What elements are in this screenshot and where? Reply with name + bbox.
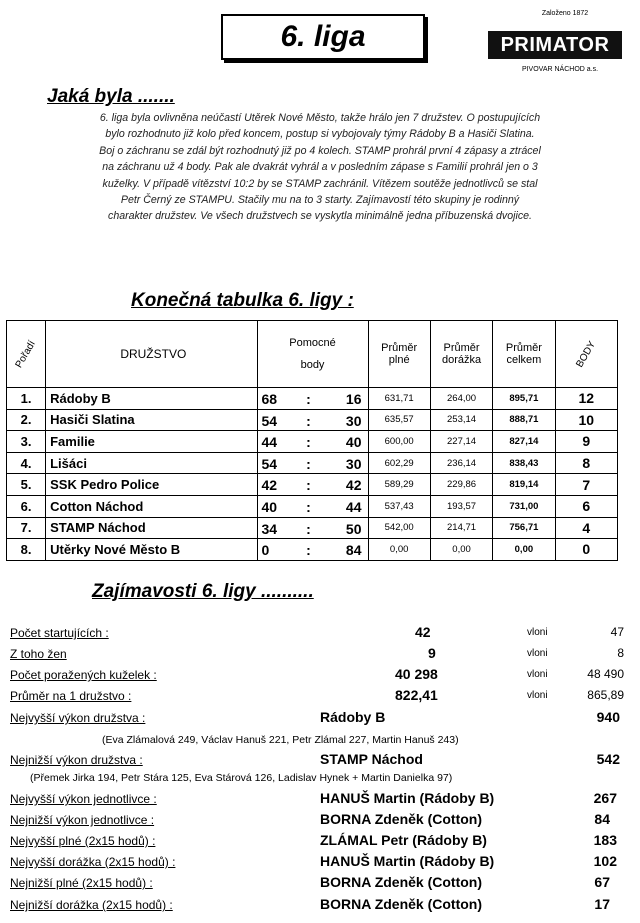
header-avg-clear: Průměr dorážka: [430, 321, 492, 388]
table-row: [7, 495, 618, 517]
intro-line: Boj o záchranu se zdál být rozhodnutý již po 4 kolech. STAMP prohrál první 4 zápasy a ztrácel: [99, 144, 541, 157]
helper-points-against: 84: [345, 542, 362, 559]
table-row: [7, 517, 618, 539]
team-cell: Lišáci: [46, 452, 257, 474]
helper-points-against: 30: [345, 455, 362, 472]
intro-line: kuželky. V případě vítězství 10:2 by se STAMP zachránil. Vítězem soutěže jednotlivců se stal: [102, 177, 538, 190]
helper-points-for: 34: [261, 520, 278, 537]
team-cell: SSK Pedro Police: [46, 474, 257, 496]
stat-women: Z toho žen 9 vloni 8: [10, 645, 624, 661]
page-title: 6. liga: [221, 14, 425, 60]
rank-cell: 4.: [7, 452, 46, 474]
table-row: [7, 388, 618, 410]
points-cell: 6: [555, 495, 617, 517]
helper-points-for: 42: [261, 477, 278, 494]
avg-total-cell: 731,00: [493, 495, 555, 517]
avg-full-cell: 600,00: [368, 431, 430, 453]
helper-points-cell: [257, 452, 368, 474]
helper-points-cell: [257, 539, 368, 561]
intro-line: 6. liga byla ovlivněna neúčastí Utěrek Nové Město, takže hrálo jen 7 družstev. O postupujících: [99, 112, 541, 124]
avg-clear-cell: 229,86: [430, 474, 492, 496]
team-cell: Hasiči Slatina: [46, 409, 257, 431]
points-cell: 4: [555, 517, 617, 539]
avg-clear-cell: 214,71: [430, 517, 492, 539]
header-team: DRUŽSTVO: [46, 321, 257, 388]
points-cell: 7: [555, 474, 617, 496]
helper-points-separator: :: [306, 412, 311, 429]
team-cell: Familie: [46, 431, 257, 453]
avg-clear-cell: 0,00: [430, 539, 492, 561]
points-cell: 0: [555, 539, 617, 561]
team-cell: Cotton Náchod: [46, 495, 257, 517]
avg-total-cell: 0,00: [493, 539, 555, 561]
points-cell: 10: [555, 409, 617, 431]
helper-points-separator: :: [306, 455, 311, 472]
intro-line: charakter družstev. Ve všech družstvech se vyskytla minimálně jedna příbuzenská dvojice.: [108, 210, 532, 223]
table-row: [7, 539, 618, 561]
helper-points-cell: [257, 388, 368, 410]
avg-full-cell: 589,29: [368, 474, 430, 496]
helper-points-cell: [257, 431, 368, 453]
header-avg-total: Průměr celkem: [493, 321, 555, 388]
points-cell: 12: [555, 388, 617, 410]
helper-points-against: 44: [345, 498, 362, 515]
avg-full-cell: 602,29: [368, 452, 430, 474]
intro-line: bylo rozhodnuto již kolo před koncem, postup si vybojovaly týmy Rádoby B a Hasiči Slatina.: [105, 128, 535, 141]
avg-clear-cell: 264,00: [430, 388, 492, 410]
logo-subtitle: PIVOVAR NÁCHOD a.s.: [521, 66, 599, 73]
avg-total-cell: 895,71: [493, 388, 555, 410]
table-row: [7, 409, 618, 431]
intro-line: na záchranu už 4 body. Pak ale dvakrát vyhrál a v posledním zápase s Familií prohrál jen o 3: [102, 161, 538, 174]
rank-cell: 5.: [7, 474, 46, 496]
avg-total-cell: 756,71: [493, 517, 555, 539]
helper-points-against: 16: [345, 391, 362, 407]
stat-team-average: Průměr na 1 družstvo : 822,41 vloni 865,89: [10, 687, 624, 703]
helper-points-against: 42: [345, 477, 362, 494]
avg-full-cell: 631,71: [368, 388, 430, 410]
rank-cell: 1.: [7, 388, 46, 410]
helper-points-cell: [257, 517, 368, 539]
helper-points-for: 54: [261, 412, 278, 429]
header-helper-points: Pomocné body: [257, 321, 368, 388]
helper-points-for: 68: [261, 391, 278, 407]
intro-heading: Jaká byla .......: [47, 86, 175, 107]
avg-full-cell: 537,43: [368, 495, 430, 517]
team-cell: Rádoby B: [46, 388, 257, 410]
stat-worst-full: Nejnižší plné (2x15 hodů) : BORNA Zdeněk (Cotton) 67: [10, 874, 610, 890]
avg-total-cell: 838,43: [493, 452, 555, 474]
rank-cell: 7.: [7, 517, 46, 539]
stats-heading: Zajímavosti 6. ligy ..........: [92, 581, 314, 602]
primator-logo: PRIMATOR: [488, 31, 622, 59]
header-avg-full: Průměr plné: [368, 321, 430, 388]
helper-points-separator: :: [306, 477, 311, 494]
avg-full-cell: 542,00: [368, 517, 430, 539]
stat-best-team: Nejvyšší výkon družstva : Rádoby B 940: [10, 709, 620, 725]
team-cell: STAMP Náchod: [46, 517, 257, 539]
rank-cell: 6.: [7, 495, 46, 517]
table-heading: Konečná tabulka 6. ligy :: [131, 290, 354, 311]
helper-points-separator: :: [306, 542, 311, 559]
header-points: BODY: [555, 321, 617, 388]
helper-points-separator: :: [306, 498, 311, 515]
helper-points-separator: :: [306, 434, 311, 451]
table-row: [7, 474, 618, 496]
helper-points-for: 54: [261, 455, 278, 472]
avg-clear-cell: 227,14: [430, 431, 492, 453]
best-team-members: (Eva Zlámalová 249, Václav Hanuš 221, Petr Zlámal 227, Martin Hanuš 243): [102, 734, 459, 746]
helper-points-against: 50: [345, 520, 362, 537]
avg-total-cell: 819,14: [493, 474, 555, 496]
helper-points-separator: :: [306, 520, 311, 537]
avg-clear-cell: 253,14: [430, 409, 492, 431]
helper-points-for: 0: [261, 542, 270, 559]
team-cell: Utěrky Nové Město B: [46, 539, 257, 561]
stat-worst-individual: Nejnižší výkon jednotlivce : BORNA Zdeněk (Cotton) 84: [10, 811, 610, 827]
table-row: [7, 452, 618, 474]
points-cell: 8: [555, 452, 617, 474]
helper-points-for: 44: [261, 434, 278, 451]
rank-cell: 8.: [7, 539, 46, 561]
worst-team-members: (Přemek Jirka 194, Petr Stára 125, Eva Stárová 126, Ladislav Hynek + Martin Danielka 97): [30, 772, 453, 784]
stat-worst-clear: Nejnižší dorážka (2x15 hodů) : BORNA Zdeněk (Cotton) 17: [10, 896, 610, 912]
helper-points-cell: [257, 474, 368, 496]
intro-paragraph: [20, 110, 620, 225]
helper-points-cell: [257, 409, 368, 431]
header-rank: Pořadí: [7, 321, 46, 388]
avg-full-cell: 635,57: [368, 409, 430, 431]
helper-points-separator: :: [306, 391, 311, 407]
avg-full-cell: 0,00: [368, 539, 430, 561]
stat-best-full: Nejvyšší plné (2x15 hodů) : ZLÁMAL Petr (Rádoby B) 183: [10, 832, 617, 848]
avg-clear-cell: 193,57: [430, 495, 492, 517]
table-header-row: [7, 321, 618, 388]
rank-cell: 2.: [7, 409, 46, 431]
standings-table: [6, 320, 618, 561]
stat-best-clear: Nejvyšší dorážka (2x15 hodů) : HANUŠ Martin (Rádoby B) 102: [10, 853, 617, 869]
stat-best-individual: Nejvyšší výkon jednotlivce : HANUŠ Martin (Rádoby B) 267: [10, 790, 617, 806]
stat-starters: Počet startujících : 42 vloni 47: [10, 624, 624, 640]
avg-total-cell: 827,14: [493, 431, 555, 453]
stat-worst-team: Nejnižší výkon družstva : STAMP Náchod 542: [10, 751, 620, 767]
points-cell: 9: [555, 431, 617, 453]
table-row: [7, 431, 618, 453]
helper-points-against: 30: [345, 412, 362, 429]
avg-clear-cell: 236,14: [430, 452, 492, 474]
helper-points-against: 40: [345, 434, 362, 451]
avg-total-cell: 888,71: [493, 409, 555, 431]
stat-pins: Počet poražených kuželek : 40 298 vloni 48 490: [10, 666, 624, 682]
logo-founded-text: Založeno 1872: [541, 10, 589, 17]
helper-points-cell: [257, 495, 368, 517]
intro-line: Petr Černý ze STAMPU. Stačily mu na to 3 starty. Zajímavostí této skupiny je rodinný: [120, 194, 520, 207]
rank-cell: 3.: [7, 431, 46, 453]
helper-points-for: 40: [261, 498, 278, 515]
